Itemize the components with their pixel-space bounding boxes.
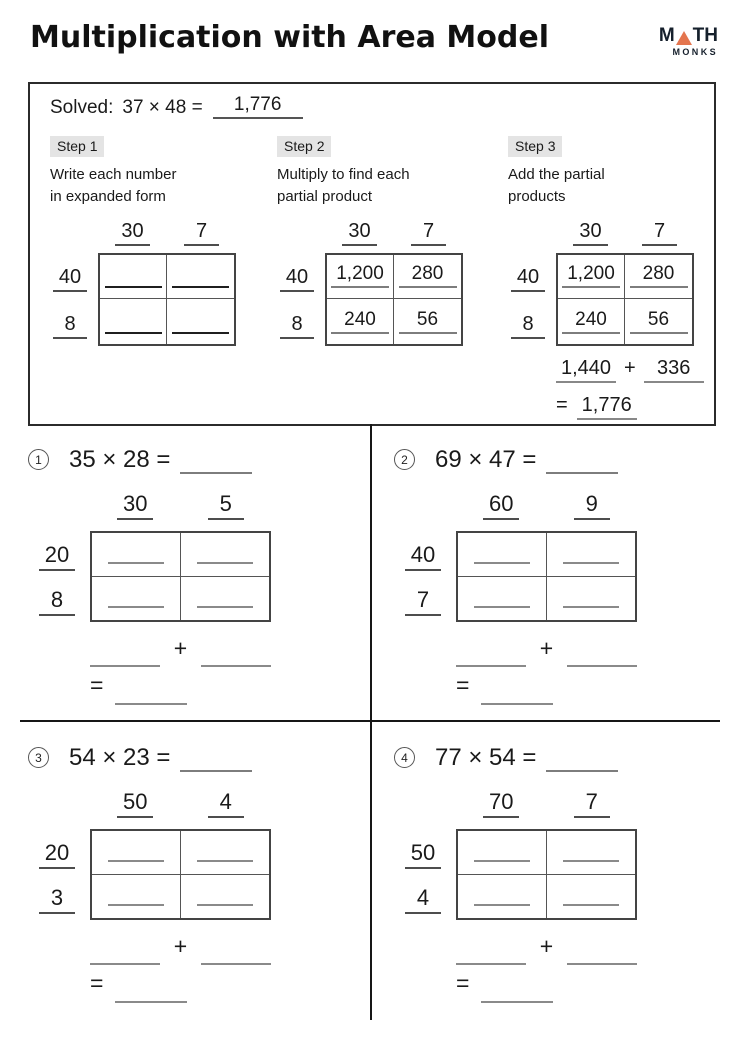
problem-header — [28, 446, 333, 474]
equals-sign: = — [90, 970, 104, 996]
blank-line — [563, 562, 619, 564]
partial-blank-left — [90, 963, 160, 965]
partial-product-value: 240 — [331, 309, 389, 334]
partial-sum-row — [456, 933, 637, 965]
partial-sum-row — [90, 635, 271, 667]
problem-equation: 54 × 23 = — [69, 744, 171, 771]
problem-equation: 77 × 54 = — [435, 744, 537, 771]
grid-cell — [327, 299, 394, 344]
grid-cell — [547, 533, 636, 577]
sum-addends-row — [556, 357, 723, 383]
partial-product-value: 1,200 — [331, 263, 389, 288]
grid-cell — [92, 831, 181, 875]
step-2-badge: Step 2 — [277, 136, 331, 157]
side-label: 8 — [39, 587, 75, 616]
partial-blank-left — [456, 665, 526, 667]
side-labels — [277, 253, 325, 346]
step-2-instruction-line1: Multiply to find each — [277, 166, 410, 183]
step-2-instruction — [277, 164, 492, 208]
grid-cell — [394, 299, 461, 344]
blank-line — [563, 606, 619, 608]
logo-wordmark — [646, 26, 718, 45]
side-label: 8 — [511, 313, 545, 339]
plus-sign: + — [539, 933, 554, 959]
area-model — [394, 790, 699, 920]
top-label: 7 — [642, 220, 677, 246]
total-row — [90, 672, 333, 699]
partial-products-sum — [556, 357, 723, 420]
model-grid — [456, 531, 637, 622]
problem-header — [394, 446, 699, 474]
side-label: 8 — [280, 313, 314, 339]
top-label: 4 — [208, 789, 244, 818]
partial-blank-right — [201, 963, 271, 965]
answer-blank — [180, 472, 252, 474]
side-labels — [394, 829, 456, 920]
step-1-instruction-line2: in expanded form — [50, 187, 166, 205]
top-label: 7 — [574, 789, 610, 818]
grid-cell — [181, 831, 270, 875]
plus-sign: + — [173, 933, 188, 959]
step-1-instruction-line1: Write each number — [50, 166, 177, 183]
grid-cell — [458, 533, 547, 577]
solved-example-box — [28, 82, 716, 426]
answer-blank — [546, 472, 618, 474]
grid-cell — [92, 577, 181, 621]
top-labels — [456, 492, 637, 520]
top-label: 60 — [483, 491, 519, 520]
grid-cell — [92, 533, 181, 577]
partial-product-value: 240 — [562, 309, 620, 334]
total-row — [456, 672, 699, 699]
blank-line — [108, 904, 164, 906]
area-model-step-3 — [508, 220, 723, 346]
grid-cell — [327, 255, 394, 300]
top-label: 70 — [483, 789, 519, 818]
grid-cell — [167, 299, 234, 344]
grid-cell — [458, 831, 547, 875]
side-label: 4 — [405, 885, 441, 914]
grid-cell — [547, 875, 636, 919]
blank-line — [172, 332, 229, 334]
grid-cell — [625, 255, 692, 300]
blank-line — [474, 562, 530, 564]
step-3-column — [508, 136, 723, 420]
side-label: 50 — [405, 840, 441, 869]
side-labels — [394, 531, 456, 622]
grid-cell — [181, 875, 270, 919]
plus-sign: + — [173, 635, 188, 661]
side-labels — [28, 531, 90, 622]
grid-cell — [181, 533, 270, 577]
blank-line — [172, 286, 229, 288]
blank-line — [105, 332, 162, 334]
total-row — [90, 970, 333, 997]
answer-blank — [180, 770, 252, 772]
area-model — [28, 492, 333, 622]
equals-sign: = — [556, 393, 568, 416]
logo-text-th: TH — [692, 25, 718, 46]
grid-cell — [100, 255, 167, 300]
blank-line — [563, 904, 619, 906]
step-3-badge: Step 3 — [508, 136, 562, 157]
grid-cell — [167, 255, 234, 300]
blank-line — [197, 606, 253, 608]
total-value: 1,776 — [577, 394, 637, 420]
blank-line — [105, 286, 162, 288]
grid-cell — [625, 299, 692, 344]
blank-line — [563, 860, 619, 862]
partial-blank-left — [90, 665, 160, 667]
step-2-column — [277, 136, 492, 346]
equals-sign: = — [90, 672, 104, 698]
problem-3 — [28, 744, 333, 997]
equals-sign: = — [456, 970, 470, 996]
model-grid — [325, 253, 463, 346]
total-blank — [481, 1001, 553, 1003]
model-grid — [90, 531, 271, 622]
step-1-badge: Step 1 — [50, 136, 104, 157]
page-title: Multiplication with Area Model — [30, 20, 549, 55]
side-labels — [508, 253, 556, 346]
plus-sign: + — [539, 635, 554, 661]
top-labels — [556, 220, 694, 246]
blank-line — [108, 606, 164, 608]
grid-cell — [547, 831, 636, 875]
side-label: 40 — [280, 266, 314, 292]
grid-cell — [558, 255, 625, 300]
grid-cell — [558, 299, 625, 344]
side-label: 7 — [405, 587, 441, 616]
quadrant-vertical-divider — [370, 424, 372, 1020]
step-3-instruction — [508, 164, 723, 208]
partial-blank-left — [456, 963, 526, 965]
grid-cell — [394, 255, 461, 300]
blank-line — [474, 904, 530, 906]
problem-4 — [394, 744, 699, 997]
partial-product-value: 56 — [630, 309, 688, 334]
step-1-column — [50, 136, 265, 346]
problem-number-badge: 3 — [28, 747, 49, 768]
problem-number-badge: 1 — [28, 449, 49, 470]
logo-text-monks: MONKS — [672, 47, 718, 57]
top-label: 5 — [208, 491, 244, 520]
problem-equation: 69 × 47 = — [435, 446, 537, 473]
partial-sum-row — [456, 635, 637, 667]
top-label: 30 — [115, 220, 150, 246]
logo-a-triangle-icon — [676, 31, 692, 45]
top-labels — [98, 220, 236, 246]
logo-text-m: M — [658, 25, 675, 46]
step-2-instruction-line2: partial product — [277, 187, 373, 205]
equals-sign: = — [456, 672, 470, 698]
blank-line — [474, 606, 530, 608]
area-model — [394, 492, 699, 622]
partial-blank-right — [567, 665, 637, 667]
grid-cell — [92, 875, 181, 919]
partial-product-value: 280 — [399, 263, 457, 288]
total-blank — [481, 703, 553, 705]
model-grid — [456, 829, 637, 920]
side-label: 20 — [39, 840, 75, 869]
blank-line — [108, 562, 164, 564]
problem-header — [394, 744, 699, 772]
side-labels — [50, 253, 98, 346]
top-labels — [90, 790, 271, 818]
problem-equation: 35 × 28 = — [69, 446, 171, 473]
blank-line — [108, 860, 164, 862]
partial-product-value: 56 — [399, 309, 457, 334]
answer-blank — [546, 770, 618, 772]
solved-expression: 37 × 48 = — [122, 97, 203, 118]
total-blank — [115, 703, 187, 705]
partial-product-value: 280 — [630, 263, 688, 288]
top-label: 9 — [574, 491, 610, 520]
side-label: 40 — [405, 542, 441, 571]
problem-number-badge: 4 — [394, 747, 415, 768]
model-grid — [556, 253, 694, 346]
blank-line — [474, 860, 530, 862]
problem-1 — [28, 446, 333, 699]
solved-equation-line — [50, 94, 303, 119]
top-label: 30 — [573, 220, 608, 246]
partial-blank-right — [567, 963, 637, 965]
side-label: 3 — [39, 885, 75, 914]
grid-cell — [458, 875, 547, 919]
top-label: 50 — [117, 789, 153, 818]
model-grid — [98, 253, 236, 346]
addend-1: 1,440 — [556, 357, 616, 383]
step-1-instruction — [50, 164, 265, 208]
blank-line — [197, 860, 253, 862]
blank-line — [197, 562, 253, 564]
top-labels — [90, 492, 271, 520]
addend-2: 336 — [644, 357, 704, 383]
problem-2 — [394, 446, 699, 699]
top-label: 30 — [342, 220, 377, 246]
top-label: 30 — [117, 491, 153, 520]
grid-cell — [547, 577, 636, 621]
grid-cell — [100, 299, 167, 344]
grid-cell — [181, 577, 270, 621]
side-label: 20 — [39, 542, 75, 571]
math-monks-logo — [646, 26, 718, 57]
partial-product-value: 1,200 — [562, 263, 620, 288]
total-row — [456, 970, 699, 997]
area-model-step-2 — [277, 220, 492, 346]
side-labels — [28, 829, 90, 920]
quadrant-horizontal-divider — [20, 720, 720, 722]
problem-number-badge: 2 — [394, 449, 415, 470]
blank-line — [197, 904, 253, 906]
side-label: 40 — [511, 266, 545, 292]
step-3-instruction-line2: products — [508, 187, 566, 205]
total-blank — [115, 1001, 187, 1003]
solved-label: Solved: — [50, 97, 114, 118]
top-labels — [325, 220, 463, 246]
side-label: 8 — [53, 313, 87, 339]
area-model-step-1 — [50, 220, 265, 346]
partial-blank-right — [201, 665, 271, 667]
area-model — [28, 790, 333, 920]
top-labels — [456, 790, 637, 818]
step-3-instruction-line1: Add the partial — [508, 166, 605, 183]
grid-cell — [458, 577, 547, 621]
sum-total-row — [556, 394, 723, 420]
problem-header — [28, 744, 333, 772]
top-label: 7 — [411, 220, 446, 246]
plus-sign: + — [624, 356, 636, 379]
partial-sum-row — [90, 933, 271, 965]
side-label: 40 — [53, 266, 87, 292]
solved-answer: 1,776 — [213, 94, 303, 119]
top-label: 7 — [184, 220, 219, 246]
model-grid — [90, 829, 271, 920]
